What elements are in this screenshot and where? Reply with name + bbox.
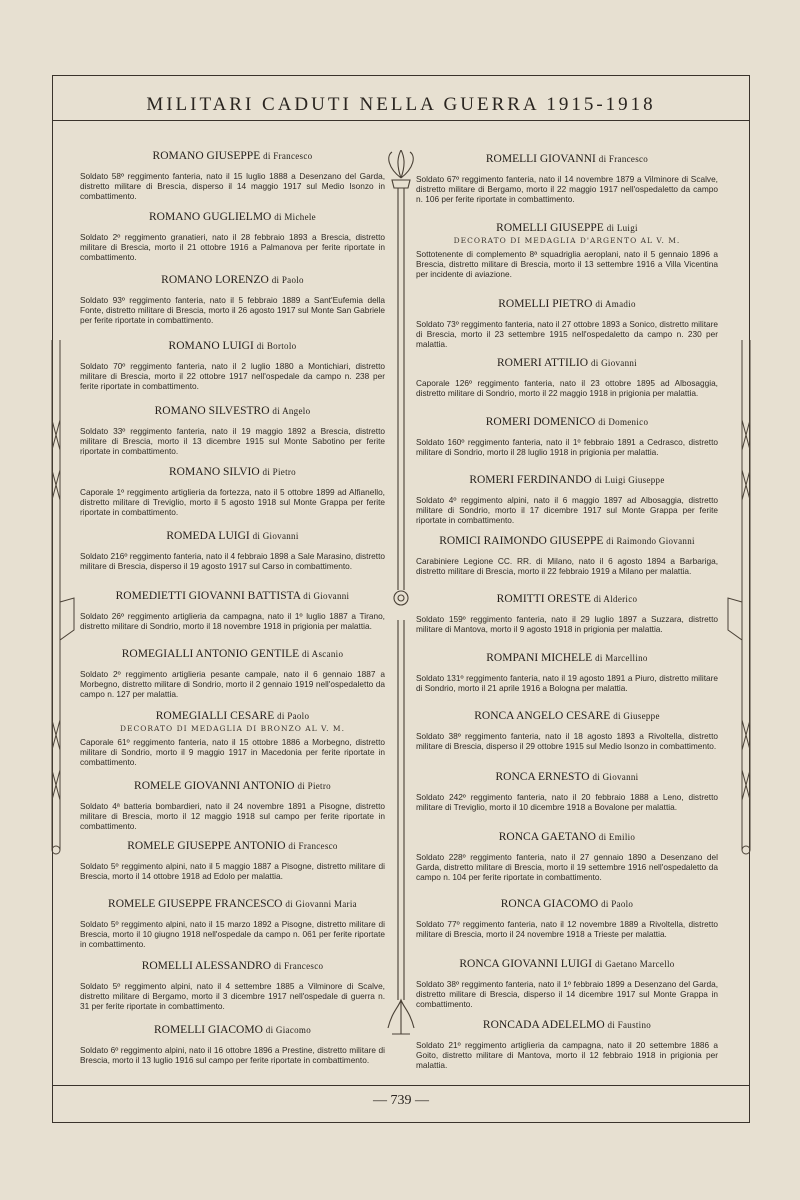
list-item bbox=[80, 590, 385, 631]
entry-name: ROMERI ATTILIO bbox=[497, 357, 589, 369]
entry-name: ROMEDA LUIGI bbox=[166, 530, 250, 542]
right-edge-pillar-ornament-icon bbox=[722, 340, 764, 860]
entry-father: di Giacomo bbox=[265, 1025, 312, 1035]
entry-name: ROMITTI ORESTE bbox=[496, 593, 591, 605]
entry-name: ROMEDIETTI GIOVANNI BATTISTA bbox=[115, 590, 301, 602]
entry-text: Carabiniere Legione CC. RR. di Milano, nato il 6 agosto 1894 a Barbariga, distretto militare di Brescia, morto il 22 febbraio 1919 a Milano per malattia. bbox=[416, 556, 718, 576]
entry-text: Soldato 216º reggimento fanteria, nato il 4 febbraio 1898 a Sale Marasino, distretto militare di Brescia, disperso il 19 agosto 1917 sul Carso in combattimento. bbox=[80, 551, 385, 571]
list-item bbox=[80, 648, 385, 699]
entry-name: ROMERI FERDINANDO bbox=[469, 474, 592, 486]
list-item bbox=[416, 831, 718, 882]
left-edge-pillar-ornament-icon bbox=[38, 340, 80, 860]
entry-name: RONCA ANGELO CESARE bbox=[474, 710, 611, 722]
list-item bbox=[80, 960, 385, 1011]
entry-text: Soldato 2º reggimento artiglieria pesante campale, nato il 6 gennaio 1887 a Morbegno, distretto militare di Sondrio, morto il 2 gennaio 1919 nell'ospedaletto da campo n. 127 per malattia. bbox=[80, 669, 385, 699]
entry-text: Soldato 33º reggimento fanteria, nato il 19 maggio 1892 a Brescia, distretto militare di Brescia, morto il 13 dicembre 1915 sul Monte Sabotino per ferite riportate in combattimento. bbox=[80, 426, 385, 456]
list-item bbox=[80, 530, 385, 571]
entry-father: di Emilio bbox=[598, 832, 636, 842]
list-item bbox=[80, 898, 385, 949]
list-item bbox=[416, 593, 718, 634]
entry-text: Soldato 70º reggimento fanteria, nato il 2 luglio 1880 a Montichiari, distretto militare di Brescia, morto il 22 ottobre 1917 nell'ospedale da campo n. 238 per ferite riportate in combattimento. bbox=[80, 361, 385, 391]
entry-name: ROMANO GIUSEPPE bbox=[152, 150, 261, 162]
list-item bbox=[80, 1024, 385, 1065]
entry-text: Soldato 93º reggimento fanteria, nato il 5 febbraio 1889 a Sant'Eufemia della Fonte, distretto militare di Brescia, morto il 26 agosto 1917 sul Monte San Gabriele per ferite riportate in combattimento. bbox=[80, 295, 385, 325]
list-item bbox=[80, 340, 385, 391]
entry-father: di Giovanni bbox=[590, 358, 637, 368]
entry-name: ROMANO SILVESTRO bbox=[154, 405, 270, 417]
list-item bbox=[416, 958, 718, 1009]
list-item bbox=[80, 466, 385, 517]
entry-text: Soldato 73º reggimento fanteria, nato il 27 ottobre 1893 a Sonico, distretto militare di Brescia, morto il 23 settembre 1915 nell'ospedaletto da campo n. 230 per malattia. bbox=[416, 319, 718, 349]
entry-name: ROMELLI PIETRO bbox=[498, 298, 593, 310]
entry-text: Soldato 6º reggimento alpini, nato il 16 ottobre 1896 a Prestine, distretto militare di Brescia, morto il 13 luglio 1916 sul campo per ferite riportate in combattimento. bbox=[80, 1045, 385, 1065]
list-item bbox=[416, 535, 718, 576]
list-item bbox=[80, 710, 385, 767]
entry-father: di Francesco bbox=[273, 961, 324, 971]
entry-text: Caporale 1º reggimento artiglieria da fortezza, nato il 5 ottobre 1899 ad Alfianello, distretto militare di Treviglio, morto il 5 agosto 1918 sul Monte Grappa per ferite riportate in combattimento. bbox=[80, 487, 385, 517]
list-item bbox=[80, 211, 385, 262]
entry-text: Soldato 242º reggimento fanteria, nato il 20 febbraio 1888 a Leno, distretto militare di Treviglio, morto il 10 dicembre 1918 a Bovalone per malattia. bbox=[416, 792, 718, 812]
entry-name: RONCA ERNESTO bbox=[495, 771, 590, 783]
left-column bbox=[80, 0, 385, 1080]
decoration-note: DECORATO DI MEDAGLIA DI BRONZO AL V. M. bbox=[120, 724, 345, 733]
entry-father: di Domenico bbox=[598, 417, 649, 427]
list-item bbox=[80, 405, 385, 456]
entry-father: di Gaetano Marcello bbox=[594, 959, 675, 969]
list-item bbox=[80, 840, 385, 881]
list-item bbox=[416, 1019, 718, 1070]
page-title: MILITARI CADUTI NELLA GUERRA 1915-1918 bbox=[146, 93, 656, 115]
list-item bbox=[416, 153, 718, 204]
entry-father: di Amadio bbox=[595, 299, 636, 309]
entry-father: di Faustino bbox=[607, 1020, 652, 1030]
entry-father: di Michele bbox=[274, 212, 316, 222]
entry-name: ROMELE GIOVANNI ANTONIO bbox=[134, 780, 295, 792]
entry-father: di Pietro bbox=[262, 467, 296, 477]
entry-text: Soldato 21º reggimento artiglieria da campagna, nato il 20 settembre 1886 a Goito, distretto militare di Mantova, morto il 12 febbraio 1918 in prigionia per malattia. bbox=[416, 1040, 718, 1070]
list-item bbox=[416, 474, 718, 525]
entry-text: Soldato 67º reggimento fanteria, nato il 14 novembre 1879 a Vilminore di Scalve, distretto militare di Bergamo, morto il 22 maggio 1917 nell'ospedaletto da campo n. 106 per ferite riportate in combattimento. bbox=[416, 174, 718, 204]
entry-name: ROMELLI GIACOMO bbox=[153, 1024, 263, 1036]
entry-father: di Luigi Giuseppe bbox=[594, 475, 665, 485]
entry-text: Soldato 160º reggimento fanteria, nato il 1º febbraio 1891 a Cedrasco, distretto militare di Sondrio, morto il 28 luglio 1918 in prigionia per malattia. bbox=[416, 437, 718, 457]
list-item bbox=[416, 416, 718, 457]
entry-father: di Alderico bbox=[593, 594, 638, 604]
entry-name: RONCA GIOVANNI LUIGI bbox=[459, 958, 593, 970]
entry-name: RONCADA ADELELMO bbox=[482, 1019, 605, 1031]
entry-name: RONCA GAETANO bbox=[498, 831, 596, 843]
entry-father: di Giuseppe bbox=[613, 711, 660, 721]
entry-name: ROMELLI GIOVANNI bbox=[485, 153, 596, 165]
list-item bbox=[80, 274, 385, 325]
entry-father: di Giovanni bbox=[303, 591, 350, 601]
list-item bbox=[416, 298, 718, 349]
footer-divider bbox=[52, 1085, 750, 1086]
entry-text: Soldato 58º reggimento fanteria, nato il 15 luglio 1888 a Desenzano del Garda, distretto militare di Brescia, disperso il 14 maggio 1917 sul Medio Isonzo in combattimento. bbox=[80, 171, 385, 201]
list-item bbox=[416, 898, 718, 939]
entry-text: Caporale 61º reggimento fanteria, nato il 15 ottobre 1886 a Morbegno, distretto militare di Sondrio, morto il 9 maggio 1917 in Macedonia per ferite riportate in combattimento. bbox=[80, 737, 385, 767]
entry-text: Soldato 131º reggimento fanteria, nato il 19 agosto 1891 a Piuro, distretto militare di Sondrio, morto il 21 aprile 1916 a Bologna per malattia. bbox=[416, 673, 718, 693]
entry-text: Soldato 26º reggimento artiglieria da campagna, nato il 1º luglio 1887 a Tirano, distretto militare di Sondrio, morto il 18 novembre 1918 in prigionia per malattia. bbox=[80, 611, 385, 631]
entry-name: ROMANO SILVIO bbox=[169, 466, 260, 478]
list-item bbox=[416, 357, 718, 398]
entry-father: di Paolo bbox=[277, 711, 310, 721]
entry-text: Soldato 38º reggimento fanteria, nato il 1º febbraio 1899 a Desenzano del Garda, distretto militare di Brescia, disperso il 14 dicembre 1917 sul Monte Grappa in combattimento. bbox=[416, 979, 718, 1009]
entry-father: di Giovanni Maria bbox=[285, 899, 357, 909]
list-item bbox=[416, 222, 718, 279]
entry-name: ROMANO LUIGI bbox=[168, 340, 254, 352]
entry-name: ROMERI DOMENICO bbox=[485, 416, 596, 428]
entry-text: Soldato 5º reggimento alpini, nato il 4 settembre 1885 a Vilminore di Scalve, distretto militare di Bergamo, morto il 3 dicembre 1917 nell'ospedale di guerra n. 31 per ferite riportate in combattimento. bbox=[80, 981, 385, 1011]
entry-name: ROMEGIALLI ANTONIO GENTILE bbox=[121, 648, 300, 660]
entry-text: Soldato 5º reggimento alpini, nato il 5 maggio 1887 a Pisogne, distretto militare di Brescia, morto il 14 ottobre 1918 ad Edolo per malattia. bbox=[80, 861, 385, 881]
entry-father: di Marcellino bbox=[595, 653, 648, 663]
entry-father: di Francesco bbox=[288, 841, 338, 851]
list-item bbox=[80, 780, 385, 831]
entry-name: ROMELLI GIUSEPPE bbox=[496, 222, 604, 234]
entry-father: di Paolo bbox=[601, 899, 634, 909]
list-item bbox=[416, 710, 718, 751]
entry-father: di Angelo bbox=[272, 406, 311, 416]
entry-name: ROMELE GIUSEPPE ANTONIO bbox=[127, 840, 286, 852]
entry-name: ROMELE GIUSEPPE FRANCESCO bbox=[108, 898, 283, 910]
entry-father: di Francesco bbox=[598, 154, 649, 164]
entry-father: di Paolo bbox=[271, 275, 304, 285]
entry-text: Soldato 159º reggimento fanteria, nato il 29 luglio 1897 a Suzzara, distretto militare di Mantova, morto il 9 agosto 1918 in prigionia per malattia. bbox=[416, 614, 718, 634]
entry-text: Sottotenente di complemento 8ª squadriglia aeroplani, nato il 5 gennaio 1896 a Brescia, distretto militare di Brescia, morto il 13 settembre 1916 a Villa Vicentina per incidente di aviazione. bbox=[416, 249, 718, 279]
entry-name: ROMELLI ALESSANDRO bbox=[141, 960, 272, 972]
decoration-note: DECORATO DI MEDAGLIA D'ARGENTO AL V. M. bbox=[453, 236, 681, 245]
entry-father: di Ascanio bbox=[302, 649, 344, 659]
entry-father: di Bortolo bbox=[256, 341, 297, 351]
entry-name: ROMANO LORENZO bbox=[161, 274, 269, 286]
entry-name: ROMANO GUGLIELMO bbox=[149, 211, 272, 223]
entry-name: ROMICI RAIMONDO GIUSEPPE bbox=[439, 535, 604, 547]
entry-father: di Giovanni bbox=[592, 772, 639, 782]
entry-father: di Raimondo Giovanni bbox=[606, 536, 695, 546]
list-item bbox=[80, 150, 385, 201]
list-item bbox=[416, 771, 718, 812]
entry-text: Soldato 38º reggimento fanteria, nato il 18 agosto 1893 a Rivoltella, distretto militare di Brescia, disperso il 29 ottobre 1915 sul Medio Isonzo in combattimento. bbox=[416, 731, 718, 751]
entry-text: Soldato 4ª batteria bombardieri, nato il 24 novembre 1891 a Pisogne, distretto militare di Brescia, morto il 12 maggio 1918 sul campo per ferite riportate in combattimento. bbox=[80, 801, 385, 831]
entry-text: Soldato 5º reggimento alpini, nato il 15 marzo 1892 a Pisogne, distretto militare di Brescia, morto il 10 giugno 1918 nell'ospedale da campo n. 061 per ferite riportate in combattimento. bbox=[80, 919, 385, 949]
entry-name: ROMEGIALLI CESARE bbox=[155, 710, 275, 722]
entry-father: di Luigi bbox=[606, 223, 638, 233]
entry-text: Soldato 77º reggimento fanteria, nato il 12 novembre 1889 a Rivoltella, distretto militare di Brescia, morto il 24 novembre 1918 a Trieste per malattia. bbox=[416, 919, 718, 939]
entry-father: di Pietro bbox=[297, 781, 331, 791]
page-number: — 739 — bbox=[373, 1093, 429, 1108]
entry-text: Soldato 2º reggimento granatieri, nato il 28 febbraio 1893 a Brescia, distretto militare di Brescia, morto il 21 ottobre 1916 a Palmanova per ferite riportate in combattimento. bbox=[80, 232, 385, 262]
entry-father: di Giovanni bbox=[252, 531, 299, 541]
entry-name: RONCA GIACOMO bbox=[500, 898, 599, 910]
entry-father: di Francesco bbox=[263, 151, 313, 161]
entry-name: ROMPANI MICHELE bbox=[486, 652, 593, 664]
right-column bbox=[416, 0, 718, 1080]
entry-text: Caporale 126º reggimento fanteria, nato il 23 ottobre 1895 ad Albosaggia, distretto militare di Sondrio, morto il 22 maggio 1918 in prigionia per malattia. bbox=[416, 378, 718, 398]
entry-text: Soldato 228º reggimento fanteria, nato il 27 gennaio 1890 a Desenzano del Garda, distretto militare di Brescia, morto il 19 settembre 1916 nell'ospedaletto da campo n. 104 per ferite riportate in combattimento. bbox=[416, 852, 718, 882]
entry-text: Soldato 4º reggimento alpini, nato il 6 maggio 1897 ad Albosaggia, distretto militare di Sondrio, morto il 17 dicembre 1917 sul Monte Grappa per ferite riportate in combattimento. bbox=[416, 495, 718, 525]
list-item bbox=[416, 652, 718, 693]
